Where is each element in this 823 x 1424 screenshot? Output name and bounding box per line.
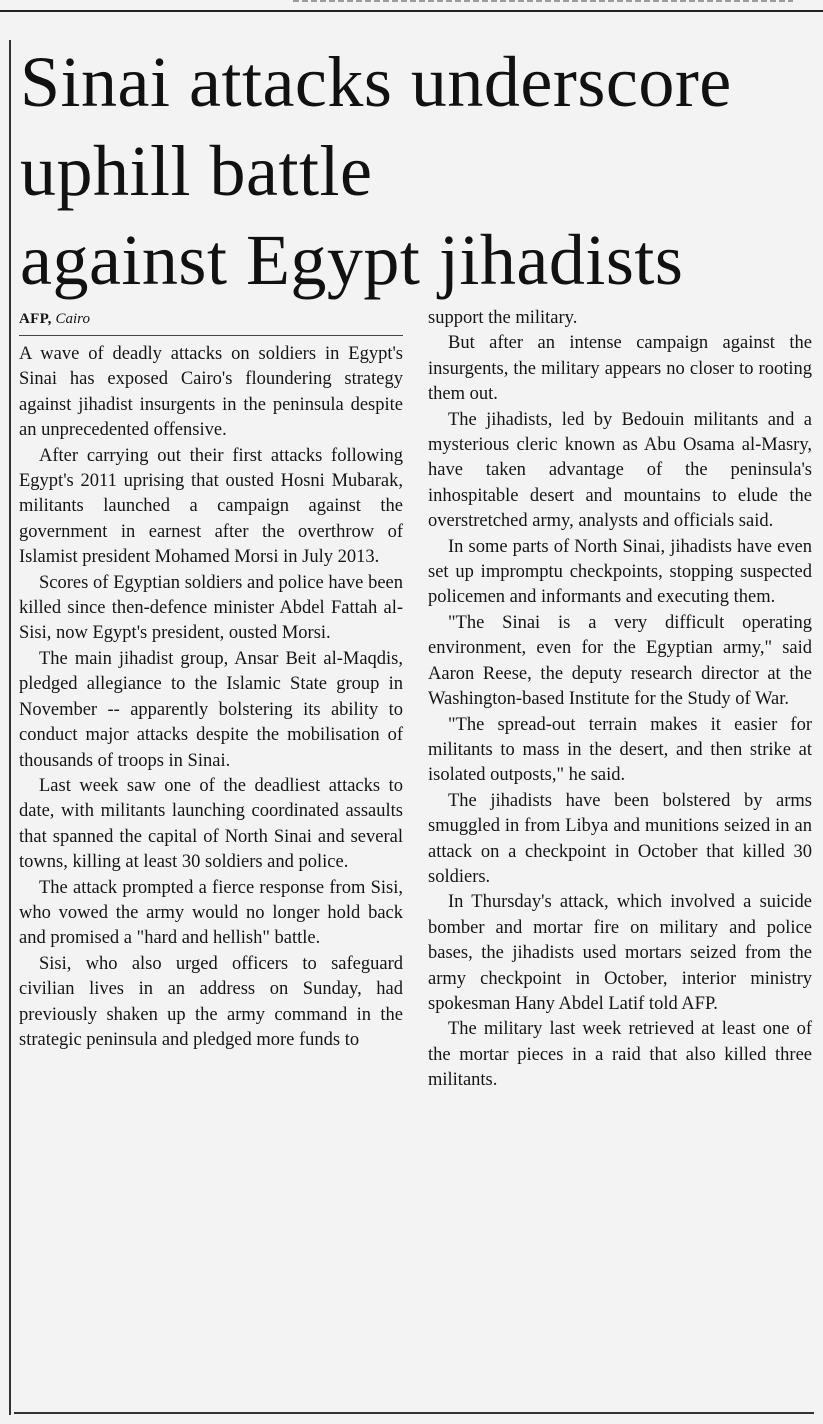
- headline-line: Sinai attacks underscore: [20, 42, 732, 122]
- article-paragraph: The jihadists, led by Bedouin militants and a mysterious cleric known as Abu Osama al-Masry, have taken advantage of the peninsula's inhospitable desert and mountains to elude the overstretched army, analysts and officials said.: [428, 409, 812, 532]
- headline-line: uphill battle: [20, 131, 373, 211]
- article-paragraph: Last week saw one of the deadliest attacks to date, with militants launching coordinated assaults that spanned the capital of North Sinai and several towns, killing at least 30 soldiers and police.: [19, 775, 403, 873]
- byline-agency: AFP,: [19, 311, 52, 327]
- article-paragraph: "The Sinai is a very difficult operating environment, even for the Egyptian army," said Aaron Reese, the deputy research director at the Washington-based Institute for the Study of War.: [428, 612, 812, 710]
- headline-line: against Egypt jihadists: [20, 220, 684, 300]
- article-paragraph: In some parts of North Sinai, jihadists have even set up impromptu checkpoints, stopping suspected policemen and informants and executing them.: [428, 536, 812, 608]
- article-paragraph: Scores of Egyptian soldiers and police have been killed since then-defence minister Abdel Fattah al-Sisi, now Egypt's president, ousted Morsi.: [19, 572, 403, 644]
- article-paragraph: The military last week retrieved at least one of the mortar pieces in a raid that also killed three militants.: [428, 1019, 812, 1091]
- column-rule-left: [9, 40, 11, 1415]
- article-paragraph: In Thursday's attack, which involved a suicide bomber and mortar fire on military and police bases, the jihadists used mortars seized from the army checkpoint in October, interior ministry spokesman Hany Abdel Latif told AFP.: [428, 892, 812, 1014]
- article-column-left: [19, 308, 403, 1053]
- cropped-header-text: [293, 0, 793, 2]
- article-paragraph-continuation: support the military.: [428, 308, 578, 328]
- byline: [19, 308, 403, 336]
- article-paragraph: A wave of deadly attacks on soldiers in Egypt's Sinai has exposed Cairo's floundering strategy against jihadist insurgents in the peninsula despite an unprecedented offensive.: [19, 344, 403, 441]
- byline-place: Cairo: [55, 311, 90, 327]
- article-paragraph: But after an intense campaign against the insurgents, the military appears no closer to rooting them out.: [428, 333, 812, 405]
- article-paragraph: After carrying out their first attacks following Egypt's 2011 uprising that ousted Hosni Mubarak, militants launched a campaign against the government in earnest after the overthrow of Islamist president Mohamed Morsi in July 2013.: [19, 445, 403, 568]
- article-paragraph: Sisi, who also urged officers to safeguard civilian lives in an address on Sunday, had previously shaken up the army command in the strategic peninsula and pledged more funds to: [19, 953, 403, 1050]
- previous-page-edge: [0, 0, 823, 12]
- article-paragraph: The attack prompted a fierce response from Sisi, who vowed the army would no longer hold back and promised a "hard and hellish" battle.: [19, 877, 403, 949]
- article-headline: [20, 38, 820, 305]
- article-column-right: [428, 306, 812, 1094]
- article-paragraph: The main jihadist group, Ansar Beit al-Maqdis, pledged allegiance to the Islamic State group in November -- apparently bolstering its ability to conduct major attacks despite the mobilisation of thousands of troops in Sinai.: [19, 648, 403, 771]
- article-paragraph: "The spread-out terrain makes it easier for militants to mass in the desert, and then strike at isolated outposts," he said.: [428, 714, 812, 786]
- column-rule-bottom: [14, 1412, 814, 1414]
- article-paragraph: The jihadists have been bolstered by arms smuggled in from Libya and munitions seized in an attack on a checkpoint in October that killed 30 soldiers.: [428, 790, 812, 887]
